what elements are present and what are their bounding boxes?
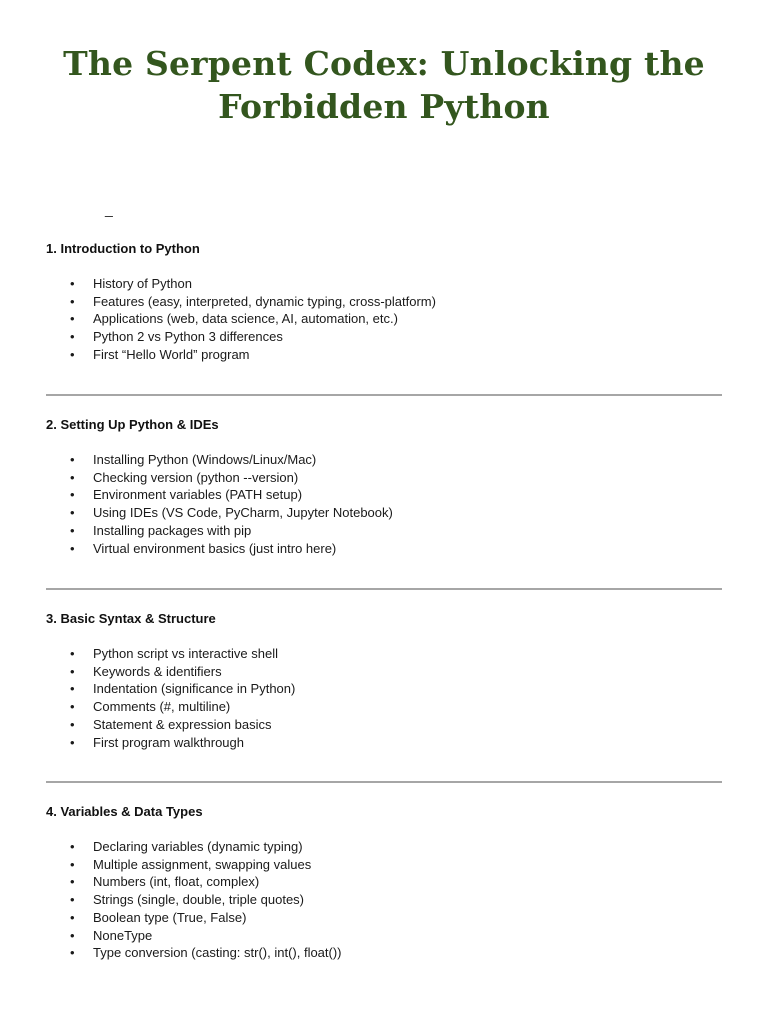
section-heading: 3. Basic Syntax & Structure — [46, 611, 216, 626]
list-item-text: Using IDEs (VS Code, PyCharm, Jupyter Notebook) — [93, 505, 393, 521]
bullet-icon: • — [70, 646, 75, 661]
bullet-icon: • — [70, 909, 75, 925]
bullet-icon: • — [70, 856, 75, 872]
list-item — [46, 275, 722, 293]
list-item-text: Type conversion (casting: str(), int(), float()) — [93, 945, 342, 961]
list-item-text: Statement & expression basics — [93, 716, 272, 732]
section-heading: 1. Introduction to Python — [46, 241, 200, 256]
section-variables — [46, 803, 722, 962]
bullet-icon: • — [70, 663, 75, 679]
bullet-icon: • — [70, 681, 75, 697]
list-item-text: Strings (single, double, triple quotes) — [93, 892, 305, 908]
list-item — [46, 469, 722, 487]
list-item-text: History of Python — [93, 276, 192, 291]
bullet-icon: • — [70, 276, 75, 291]
section-heading: 4. Variables & Data Types — [46, 804, 203, 819]
section-setup — [46, 416, 722, 557]
list-item-text: Checking version (python --version) — [93, 469, 299, 485]
bullet-icon: • — [70, 874, 75, 890]
bullet-list — [46, 645, 722, 751]
list-item — [46, 293, 722, 311]
list-item — [46, 522, 722, 540]
list-item-text: Environment variables (PATH setup) — [93, 487, 303, 503]
bullet-list — [46, 451, 722, 557]
list-item — [46, 838, 722, 856]
section-introduction — [46, 240, 722, 364]
list-item-text: NoneType — [93, 927, 153, 943]
list-item-text: Python 2 vs Python 3 differences — [93, 329, 283, 345]
bullet-icon: • — [70, 839, 75, 854]
section-syntax — [46, 610, 722, 751]
title-line-1: The Serpent Codex: Unlocking the — [63, 44, 705, 83]
bullet-icon: • — [70, 346, 75, 362]
bullet-icon: • — [70, 927, 75, 943]
list-item — [46, 540, 722, 558]
list-item-text: Installing Python (Windows/Linux/Mac) — [93, 452, 317, 467]
list-item-text: Indentation (significance in Python) — [93, 681, 296, 697]
list-item-text: First “Hello World” program — [93, 346, 250, 362]
document-title — [40, 42, 728, 128]
title-line-2: Forbidden Python — [218, 87, 550, 126]
list-item — [46, 891, 722, 909]
bullet-icon: • — [70, 699, 75, 715]
list-item-text: Features (easy, interpreted, dynamic typing, cross-platform) — [93, 293, 436, 309]
list-item — [46, 310, 722, 328]
bullet-icon: • — [70, 716, 75, 732]
bullet-icon: • — [70, 945, 75, 961]
bullet-list — [46, 838, 722, 962]
list-item-text: Virtual environment basics (just intro here) — [93, 540, 337, 556]
list-item — [46, 927, 722, 945]
list-item — [46, 663, 722, 681]
list-item-text: Applications (web, data science, AI, automation, etc.) — [93, 311, 398, 327]
list-item — [46, 909, 722, 927]
list-item-text: Numbers (int, float, complex) — [93, 874, 260, 890]
bullet-icon: • — [70, 311, 75, 327]
section-divider — [46, 781, 722, 783]
list-item — [46, 645, 722, 663]
list-item — [46, 856, 722, 874]
list-item — [46, 486, 722, 504]
list-item — [46, 504, 722, 522]
list-item — [46, 698, 722, 716]
list-item — [46, 328, 722, 346]
list-item-text: First program walkthrough — [93, 734, 244, 750]
section-heading: 2. Setting Up Python & IDEs — [46, 417, 219, 432]
bullet-icon: • — [70, 522, 75, 538]
bullet-icon: • — [70, 540, 75, 556]
section-divider — [46, 588, 722, 590]
list-item — [46, 716, 722, 734]
list-item-text: Keywords & identifiers — [93, 663, 222, 679]
list-item-text: Boolean type (True, False) — [93, 909, 247, 925]
list-item-text: Comments (#, multiline) — [93, 699, 231, 715]
list-item-text: Multiple assignment, swapping values — [93, 856, 312, 872]
section-divider — [46, 394, 722, 396]
bullet-icon: • — [70, 734, 75, 750]
bullet-icon: • — [70, 505, 75, 521]
bullet-icon: • — [70, 293, 75, 309]
bullet-icon: • — [70, 452, 75, 467]
list-item — [46, 451, 722, 469]
list-item-text: Installing packages with pip — [93, 522, 252, 538]
list-item-text: Python script vs interactive shell — [93, 646, 278, 661]
list-item — [46, 346, 722, 364]
stray-dash: _ — [105, 201, 113, 217]
bullet-icon: • — [70, 329, 75, 345]
list-item — [46, 944, 722, 962]
bullet-icon: • — [70, 487, 75, 503]
list-item-text: Declaring variables (dynamic typing) — [93, 839, 303, 854]
list-item — [46, 873, 722, 891]
list-item — [46, 680, 722, 698]
bullet-icon: • — [70, 892, 75, 908]
list-item — [46, 734, 722, 752]
bullet-list — [46, 275, 722, 364]
bullet-icon: • — [70, 469, 75, 485]
